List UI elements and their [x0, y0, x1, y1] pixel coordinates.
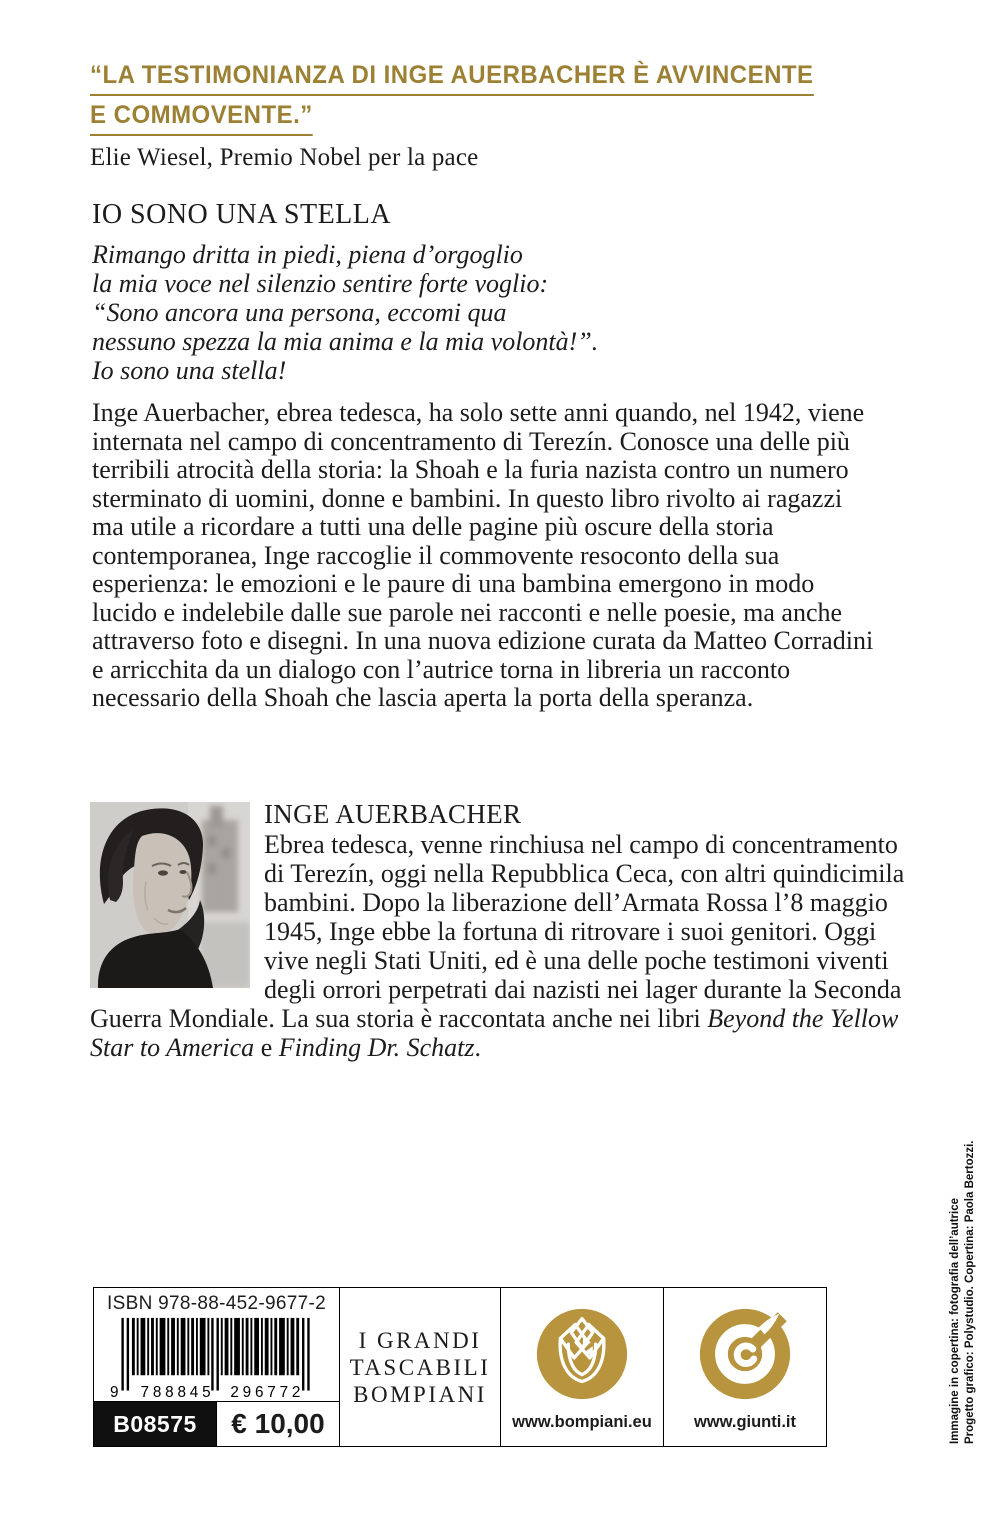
bio-text: e [254, 1033, 279, 1062]
barcode-box [93, 1287, 340, 1447]
price: € 10,00 [216, 1402, 339, 1446]
author-photo [90, 802, 250, 988]
giunti-logo-box [664, 1287, 827, 1447]
endorsement-quote [90, 60, 850, 172]
barcode-digits-mid: 788845 [140, 1384, 215, 1402]
price-row [93, 1401, 340, 1447]
credits-line-2: Progetto grafico: Polystudio. Copertina: Paola Bertozzi. [964, 1140, 976, 1444]
series-line: BOMPIANI [353, 1381, 487, 1407]
series-line: I GRANDI [358, 1327, 482, 1353]
giunti-url: www.giunti.it [693, 1413, 797, 1431]
series-line: TASCABILI [349, 1354, 491, 1380]
bio-text: . [474, 1033, 481, 1062]
poem [92, 240, 598, 385]
bompiani-url: www.bompiani.eu [512, 1413, 652, 1431]
poem-line: “Sono ancora una persona, eccomi qua [92, 298, 507, 327]
bio-text: Ebrea tedesca, venne rinchiusa nel campo di concentramento di Terezín, oggi nella Repubblica Ceca, con altri quindicimila bambini. Dopo la liberazione dell’Armata Rossa l’8 maggio 1945, Inge ebbe la fortuna di ritrovare i suoi genitori. Oggi vive negli Stati Uniti, ed è una delle poche testimoni viventi degli orrori perpetrati dai nazisti nei lager durante la Seconda Guerra Mondiale. La sua storia è raccontata anche nei libri [90, 830, 905, 1033]
bompiani-logo-box [501, 1287, 664, 1447]
poem-line: nessuno spezza la mia anima e la mia volontà!”. [92, 327, 599, 356]
book-title: IO SONO UNA STELLA [92, 199, 392, 230]
footer-band [93, 1287, 827, 1447]
series-box [340, 1287, 501, 1447]
giunti-swirl-icon [694, 1303, 796, 1405]
quote-attribution: Elie Wiesel, Premio Nobel per la pace [90, 144, 479, 171]
bompiani-flower-icon [531, 1303, 633, 1405]
author-section [90, 798, 908, 1062]
synopsis-text: Inge Auerbacher, ebrea tedesca, ha solo sette anni quando, nel 1942, viene internata nel campo di concentramento di Terezín. Conosce una delle più terribili atrocità della storia: la Shoah e la furia nazista contro un numero sterminato di uomini, donne e bambini. In questo libro rivolto ai ragazzi ma utile a ricordare a tutti una delle pagine più oscure della storia contemporanea, Inge raccoglie il commovente resoconto della sua esperienza: le emozioni e le paure di una bambina emergono in modo lucido e indelebile dalle sue parole nei racconti e nelle poesie, ma anche attraverso foto e disegni. In una nuova edizione curata da Matteo Corradini e arricchita da un dialogo con l’autrice torna in libreria un racconto necessario della Shoah che lascia aperta la porta della speranza. [92, 398, 874, 712]
poem-line: Io sono una stella! [92, 356, 287, 385]
bio-book-title-2: Finding Dr. Schatz [278, 1033, 475, 1062]
product-code: B08575 [94, 1402, 216, 1446]
barcode-digits-right: 296772 [230, 1384, 305, 1402]
author-name: INGE AUERBACHER [264, 799, 522, 829]
poem-line: Rimango dritta in piedi, piena d’orgoglio [92, 240, 523, 269]
quote-line-1: “LA TESTIMONIANZA DI INGE AUERBACHER È AVVINCENTE [90, 60, 814, 96]
credits-vertical [948, 1140, 978, 1444]
bio-book-title-1: Beyond the Yellow Star to America [90, 1004, 899, 1062]
isbn-label: ISBN 978-88-452-9677-2 [107, 1293, 326, 1314]
ean-barcode-icon [104, 1316, 329, 1402]
credits-line-1: Immagine in copertina: fotografia dell’autrice [949, 1197, 961, 1444]
barcode-digit-left: 9 [109, 1384, 123, 1402]
poem-line: la mia voce nel silenzio sentire forte voglio: [92, 269, 549, 298]
quote-line-2: E COMMOVENTE.” [90, 100, 313, 136]
